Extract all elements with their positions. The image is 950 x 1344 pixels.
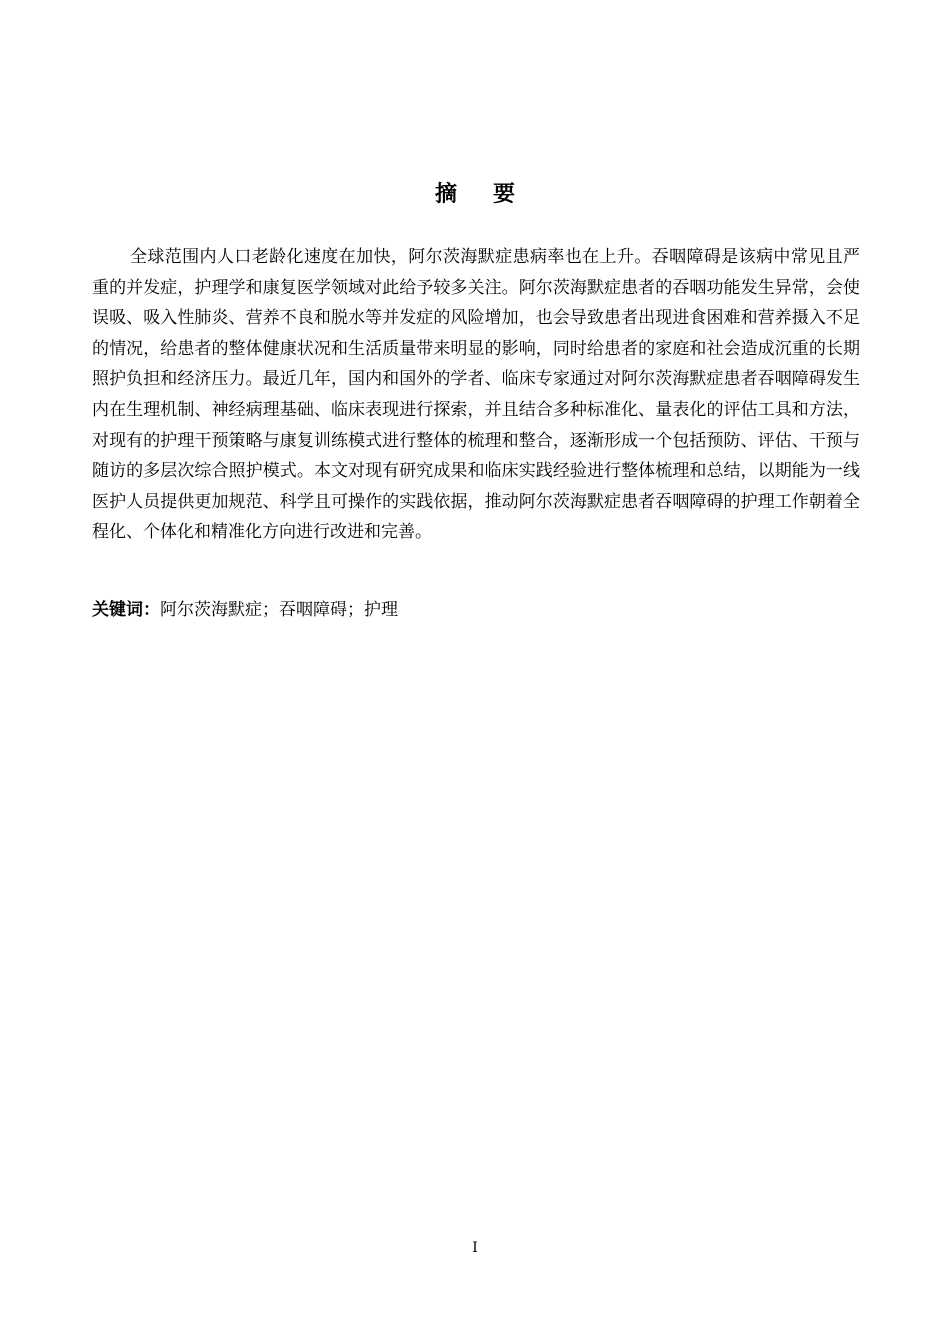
keywords-line xyxy=(92,595,860,625)
page-number: I xyxy=(472,1240,478,1256)
abstract-paragraph: 全球范围内人口老龄化速度在加快，阿尔茨海默症患病率也在上升。吞咽障碍是该病中常见且严重的并发症，护理学和康复医学领域对此给予较多关注。阿尔茨海默症患者的吞咽功能发生异常，会使误吸、吸入性肺炎、营养不良和脱水等并发症的风险增加，也会导致患者出现进食困难和营养摄入不足的情况，给患者的整体健康状况和生活质量带来明显的影响，同时给患者的家庭和社会造成沉重的长期照护负担和经济压力。最近几年，国内和国外的学者、临床专家通过对阿尔茨海默症患者吞咽障碍发生内在生理机制、神经病理基础、临床表现进行探索，并且结合多种标准化、量表化的评估工具和方法，对现有的护理干预策略与康复训练模式进行整体的梳理和整合，逐渐形成一个包括预防、评估、干预与随访的多层次综合照护模式。本文对现有研究成果和临床实践经验进行整体梳理和总结，以期能为一线医护人员提供更加规范、科学且可操作的实践依据，推动阿尔茨海默症患者吞咽障碍的护理工作朝着全程化、个体化和精准化方向进行改进和完善。 xyxy=(92,247,860,543)
keywords-label: 关键词： xyxy=(92,600,160,620)
abstract-title: 摘要 xyxy=(434,182,551,207)
keywords-list: 阿尔茨海默症；吞咽障碍；护理 xyxy=(160,600,398,620)
